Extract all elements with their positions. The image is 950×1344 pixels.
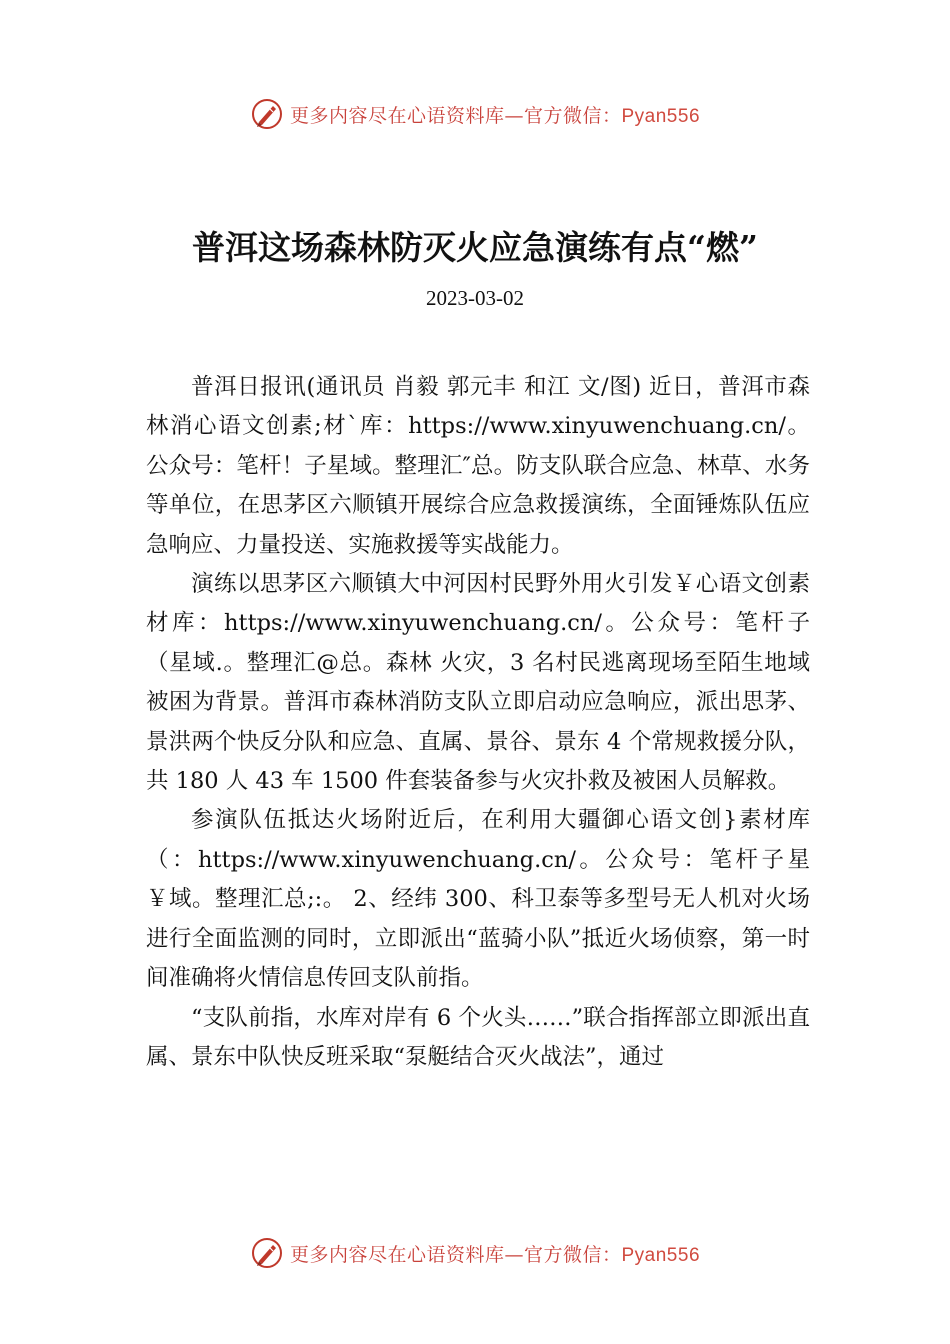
- watermark-wechat-id: Pyan556: [621, 1244, 701, 1266]
- watermark-wechat-id: Pyan556: [621, 105, 701, 127]
- footer-watermark: [0, 1233, 950, 1273]
- pen-logo-icon: [250, 1236, 284, 1270]
- watermark-label: 更多内容尽在心语资料库—官方微信：: [289, 104, 622, 127]
- paragraph-1: 普洱日报讯(通讯员 肖毅 郭元丰 和江 文/图) 近日，普洱市森林消心语文创素;材`库：https://www.xinyuwenchuang.cn/。公众号：笔杆！子星域。整理汇″总。防支队联合应急、林草、水务等单位，在思茅区六顺镇开展综合应急救援演练，全面锤炼队伍应急响应、力量投送、实施救援等实战能力。: [146, 374, 810, 558]
- watermark-text: [290, 101, 700, 128]
- header-watermark: [0, 94, 950, 134]
- article-title: 普洱这场森林防灭火应急演练有点“燃”: [192, 228, 758, 267]
- paragraph-2: 演练以思茅区六顺镇大中河因村民野外用火引发￥心语文创素材库：https://www.xinyuwenchuang.cn/。公众号：笔杆子（星域.。整理汇@总。森林 火灾，3 名村民逃离现场至陌生地域被困为背景。普洱市森林消防支队立即启动应急响应，派出思茅、景洪两个快反分队和应急、直属、景谷、景东 4 个常规救援分队，共 180 人 43 车 1500 件套装备参与火灾扑救及被困人员解救。: [146, 571, 810, 795]
- pen-logo-icon: [250, 97, 284, 131]
- watermark-label: 更多内容尽在心语资料库—官方微信：: [289, 1243, 622, 1266]
- paragraph-4: “支队前指，水库对岸有 6 个火头……”联合指挥部立即派出直属、景东中队快反班采取“泵艇结合灭火战法”，通过: [146, 1004, 810, 1070]
- article-body: [146, 368, 810, 1077]
- article-date: 2023-03-02: [426, 286, 524, 310]
- watermark-text: [290, 1240, 700, 1267]
- paragraph-3: 参演队伍抵达火场附近后，在利用大疆御心语文创}素材库（：https://www.xinyuwenchuang.cn/。公众号：笔杆子星￥域。整理汇总;:。 2、经纬 300、科卫泰等多型号无人机对火场进行全面监测的同时，立即派出“蓝骑小队”抵近火场侦察，第一时间准确将火情信息传回支队前指。: [146, 807, 810, 992]
